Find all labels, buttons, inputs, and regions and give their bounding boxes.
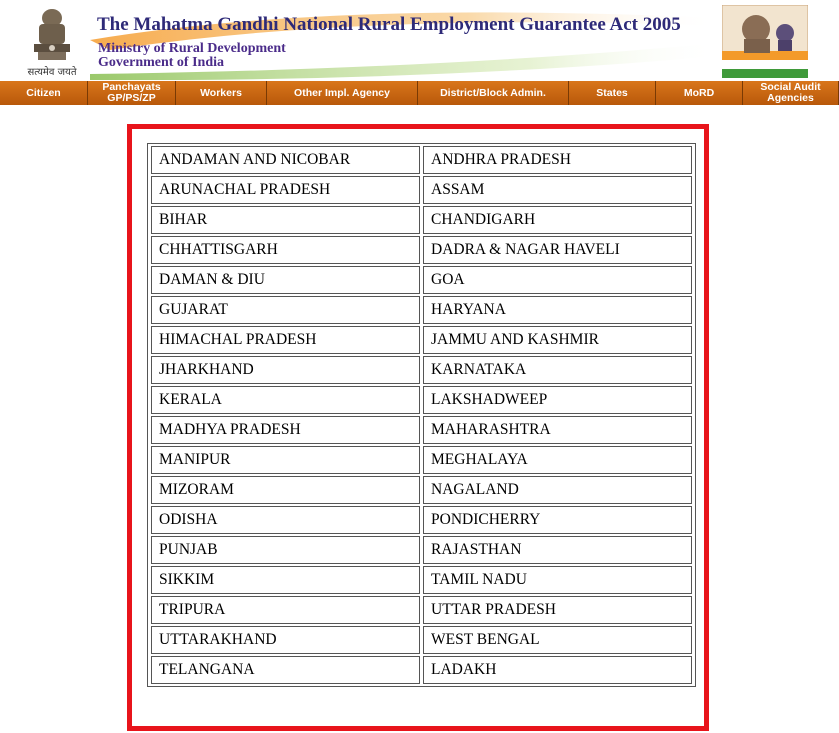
table-row [151, 146, 692, 174]
ministry-name: Ministry of Rural Development [98, 41, 286, 56]
state-link[interactable]: LAKSHADWEEP [423, 386, 692, 414]
state-link[interactable]: JAMMU AND KASHMIR [423, 326, 692, 354]
nav-social-audit-agencies[interactable]: Social Audit Agencies [743, 81, 839, 105]
state-link[interactable]: JHARKHAND [151, 356, 420, 384]
main-navigation [0, 81, 839, 105]
table-row [151, 296, 692, 324]
state-link[interactable]: UTTAR PRADESH [423, 596, 692, 624]
table-row [151, 236, 692, 264]
state-link[interactable]: TAMIL NADU [423, 566, 692, 594]
table-row [151, 386, 692, 414]
state-link[interactable]: ODISHA [151, 506, 420, 534]
nav-panchayats[interactable]: Panchayats GP/PS/ZP [88, 81, 176, 105]
table-row [151, 626, 692, 654]
state-link[interactable]: PONDICHERRY [423, 506, 692, 534]
state-link[interactable]: NAGALAND [423, 476, 692, 504]
page-title: The Mahatma Gandhi National Rural Employment Guarantee Act 2005 [97, 14, 681, 35]
state-link[interactable]: MADHYA PRADESH [151, 416, 420, 444]
states-table-body [151, 146, 692, 684]
state-link[interactable]: HARYANA [423, 296, 692, 324]
table-row [151, 476, 692, 504]
state-link[interactable]: DAMAN & DIU [151, 266, 420, 294]
state-link[interactable]: KARNATAKA [423, 356, 692, 384]
state-link[interactable]: MANIPUR [151, 446, 420, 474]
table-row [151, 266, 692, 294]
nav-states[interactable]: States [569, 81, 656, 105]
state-link[interactable]: ASSAM [423, 176, 692, 204]
table-row [151, 416, 692, 444]
nav-other-impl-agency[interactable]: Other Impl. Agency [267, 81, 418, 105]
state-link[interactable]: MAHARASHTRA [423, 416, 692, 444]
state-link[interactable]: GUJARAT [151, 296, 420, 324]
table-row [151, 326, 692, 354]
state-link[interactable]: GOA [423, 266, 692, 294]
table-row [151, 596, 692, 624]
emblem-caption: सत्यमेव जयते [27, 67, 77, 78]
state-link[interactable]: KERALA [151, 386, 420, 414]
site-header [0, 0, 839, 80]
state-link[interactable]: RAJASTHAN [423, 536, 692, 564]
table-row [151, 566, 692, 594]
table-row [151, 446, 692, 474]
state-link[interactable]: UTTARAKHAND [151, 626, 420, 654]
nav-mord[interactable]: MoRD [656, 81, 743, 105]
state-link[interactable]: WEST BENGAL [423, 626, 692, 654]
gandhi-photo [722, 5, 808, 78]
government-name: Government of India [98, 55, 224, 70]
state-link[interactable]: SIKKIM [151, 566, 420, 594]
state-link[interactable]: HIMACHAL PRADESH [151, 326, 420, 354]
state-link[interactable]: ANDAMAN AND NICOBAR [151, 146, 420, 174]
nav-citizen[interactable]: Citizen [0, 81, 88, 105]
table-row [151, 176, 692, 204]
state-link[interactable]: CHHATTISGARH [151, 236, 420, 264]
state-link[interactable]: MIZORAM [151, 476, 420, 504]
state-link[interactable]: MEGHALAYA [423, 446, 692, 474]
table-row [151, 506, 692, 534]
state-link[interactable]: LADAKH [423, 656, 692, 684]
table-row [151, 206, 692, 234]
table-row [151, 656, 692, 684]
state-link[interactable]: TRIPURA [151, 596, 420, 624]
state-link[interactable]: ANDHRA PRADESH [423, 146, 692, 174]
table-row [151, 536, 692, 564]
nav-workers[interactable]: Workers [176, 81, 267, 105]
state-link[interactable]: DADRA & NAGAR HAVELI [423, 236, 692, 264]
states-table [147, 143, 696, 687]
state-link[interactable]: TELANGANA [151, 656, 420, 684]
state-link[interactable]: BIHAR [151, 206, 420, 234]
state-link[interactable]: CHANDIGARH [423, 206, 692, 234]
state-link[interactable]: PUNJAB [151, 536, 420, 564]
table-row [151, 356, 692, 384]
nav-district-block-admin[interactable]: District/Block Admin. [418, 81, 569, 105]
state-link[interactable]: ARUNACHAL PRADESH [151, 176, 420, 204]
